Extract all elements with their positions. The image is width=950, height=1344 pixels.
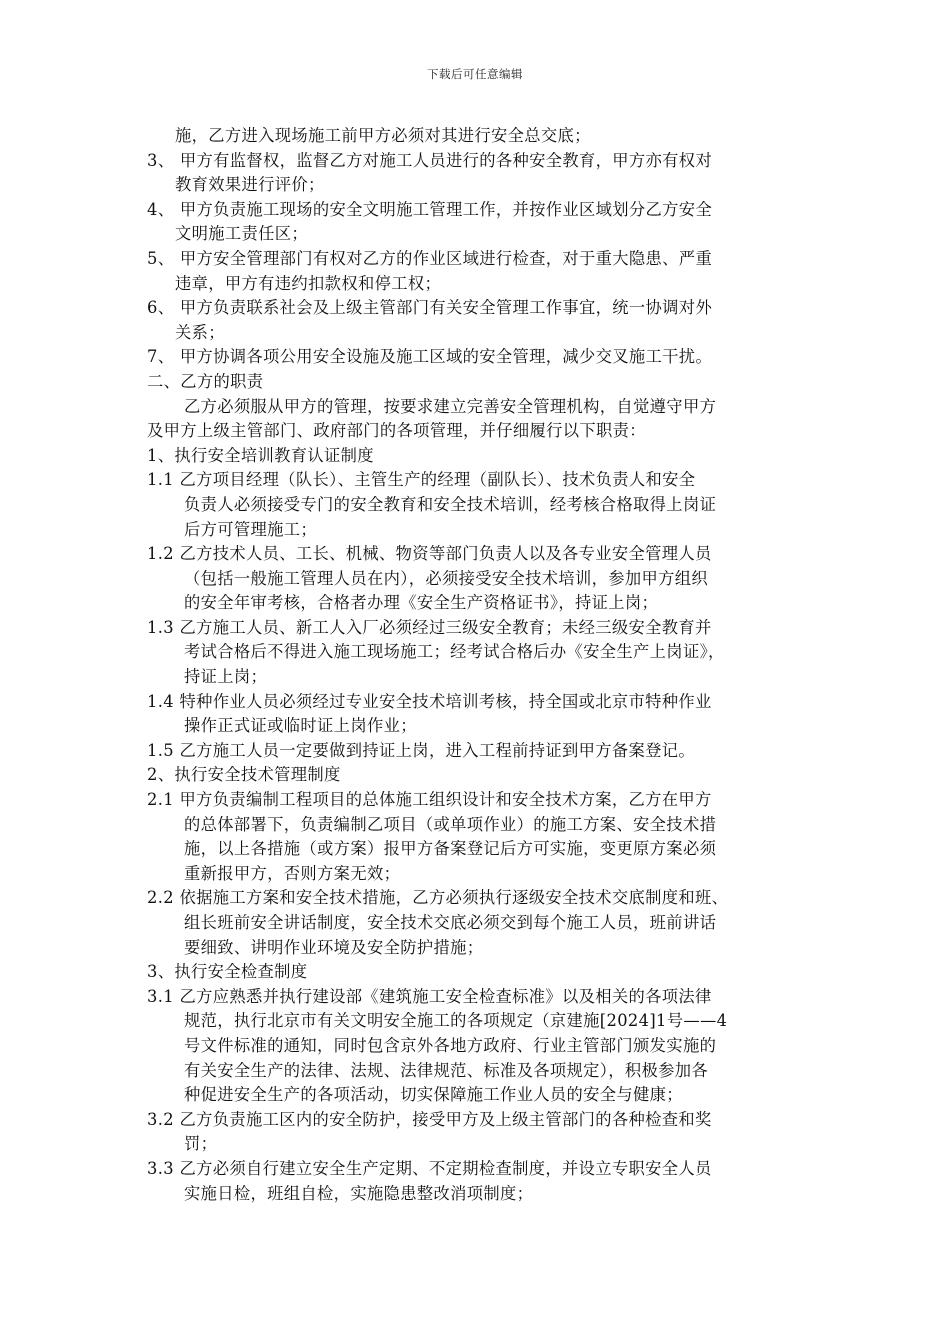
text-line: 3.3 乙方必须自行建立安全生产定期、不定期检查制度，并设立专职安全人员 [147,1158,712,1178]
text-line: 规范，执行北京市有关文明安全施工的各项规定（京建施[2024]1号——4 [184,1011,728,1031]
text-line: 7、 甲方协调各项公用安全设施及施工区域的安全管理，减少交叉施工干扰。 [147,347,713,367]
paragraph-first-line: 乙方必须服从甲方的管理，按要求建立完善安全管理机构，自觉遵守甲方 [184,396,717,416]
subsection-heading: 2、执行安全技术管理制度 [147,765,341,785]
text-line: 实施日检，班组自检，实施隐患整改消项制度； [184,1183,534,1203]
text-line: 1.5 乙方施工人员一定要做到持证上岗，进入工程前持证到甲方备案登记。 [147,740,696,760]
text-line: 关系； [175,322,225,342]
subsection-heading: 1、执行安全培训教育认证制度 [147,445,374,465]
text-line: 5、 甲方安全管理部门有权对乙方的作业区域进行检查，对于重大隐患、严重 [147,248,713,268]
text-line: 3.2 乙方负责施工区内的安全防护，接受甲方及上级主管部门的各种检查和奖 [147,1109,712,1129]
text-line: 种促进安全生产的各项活动，切实保障施工作业人员的安全与健康； [184,1085,683,1105]
text-line: 有关安全生产的法律、法规、法律规范、标准及各项规定），积极参加各 [184,1060,709,1080]
text-line: 负责人必须接受专门的安全教育和安全技术培训，经考核合格取得上岗证 [184,494,717,514]
text-line: 号文件标准的通知，同时包含京外各地方政府、行业主管部门颁发实施的 [184,1035,717,1055]
text-line: 文明施工责任区； [175,224,309,244]
text-line: 4、 甲方负责施工现场的安全文明施工管理工作，并按作业区域划分乙方安全 [147,199,713,219]
section-heading: 二、乙方的职责 [147,371,264,391]
text-line: 教育效果进行评价； [175,175,325,195]
text-line: 组长班前安全讲话制度，安全技术交底必须交到每个施工人员，班前讲话 [184,913,717,932]
text-line: 6、 甲方负责联系社会及上级主管部门有关安全管理工作事宜，统一协调对外 [147,298,713,318]
text-line: 罚； [184,1134,218,1154]
page-header: 下载后可任意编辑 [427,67,523,81]
text-line: 操作正式证或临时证上岗作业； [184,716,417,736]
text-line: 持证上岗； [184,667,268,687]
text-line: 考试合格后不得进入施工现场施工；经考试合格后办《安全生产上岗证》， [184,642,725,662]
text-line: 1.3 乙方施工人员、新工人入厂必须经过三级安全教育；未经三级安全教育并 [147,617,712,637]
text-line: 施，以上各措施（或方案）报甲方备案登记后方可实施，变更原方案必须 [184,839,717,859]
text-line: 2.2 依据施工方案和安全技术措施，乙方必须执行逐级安全技术交底制度和班、 [147,888,729,908]
document-body [147,124,817,1206]
text-line: 2.1 甲方负责编制工程项目的总体施工组织设计和安全技术方案，乙方在甲方 [147,790,712,810]
text-line: 1.2 乙方技术人员、工长、机械、物资等部门负责人以及各专业安全管理人员 [147,544,712,564]
text-line: 的总体部署下，负责编制乙项目（或单项作业）的施工方案、安全技术措 [184,814,717,834]
text-line: 3、 甲方有监督权，监督乙方对施工人员进行的各种安全教育，甲方亦有权对 [147,150,713,170]
subsection-heading: 3、执行安全检查制度 [147,962,308,982]
text-line: 的安全年审考核，合格者办理《安全生产资格证书》，持证上岗； [184,593,659,613]
text-line: 1.4 特种作业人员必须经过专业安全技术培训考核，持全国或北京市特种作业 [147,691,712,711]
text-line: 施，乙方进入现场施工前甲方必须对其进行安全总交底； [175,126,591,145]
text-line: 违章，甲方有违约扣款权和停工权； [175,273,442,293]
text-line: （包括一般施工管理人员在内），必须接受安全技术培训，参加甲方组织 [184,568,709,588]
text-line: 重新报甲方，否则方案无效； [184,863,401,883]
text-line: 3.1 乙方应熟悉并执行建设部《建筑施工安全检查标准》以及相关的各项法律 [147,986,712,1006]
text-line: 要细致、讲明作业环境及安全防护措施； [184,937,484,957]
text-line: 后方可管理施工； [184,519,318,539]
text-line: 及甲方上级主管部门、政府部门的各项管理，并仔细履行以下职责： [147,421,646,441]
text-line: 1.1 乙方项目经理（队长）、主管生产的经理（副队长）、技术负责人和安全 [147,470,696,490]
